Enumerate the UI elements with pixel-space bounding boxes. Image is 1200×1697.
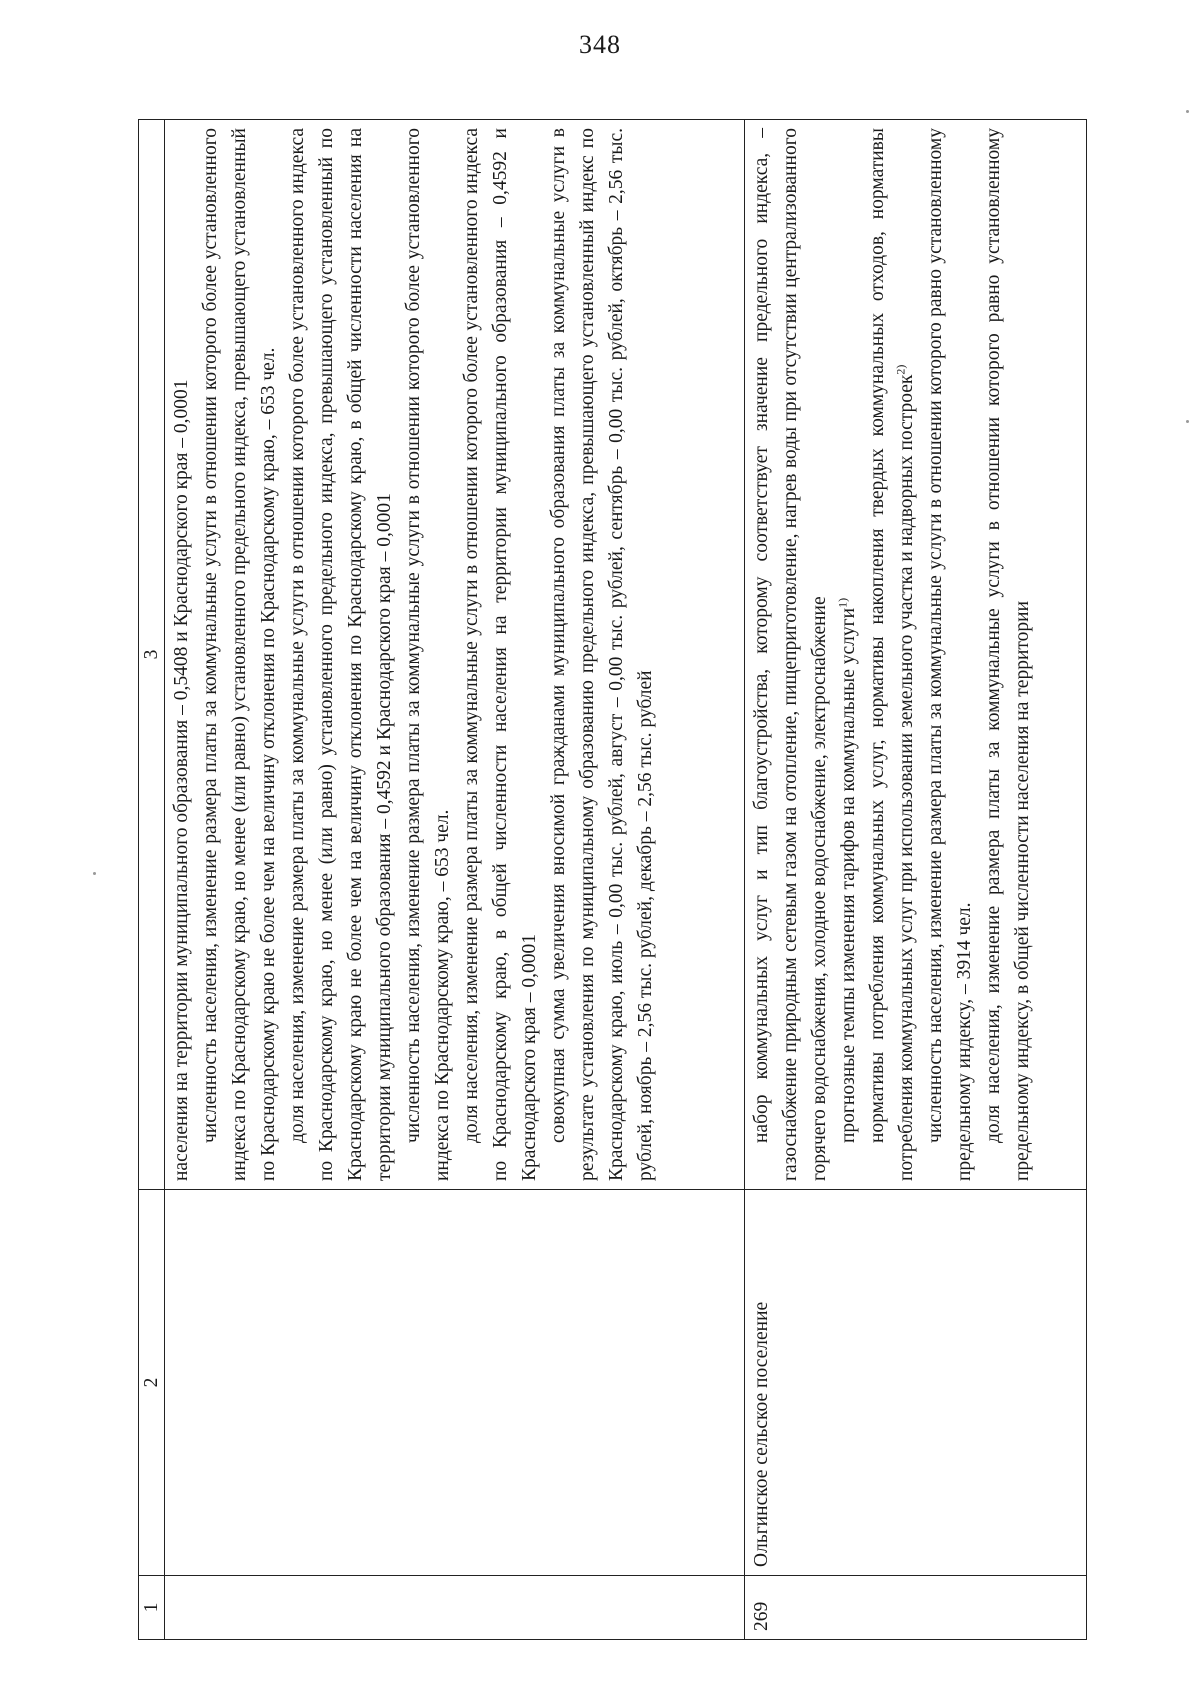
paragraph: набор коммунальных услуг и тип благоустройства, которому соответствует значение предельного индекса, – газоснабжение природным сетевым газом на отопление, пищеприготовление, нагрев воды при отсутствии централизованного горячего водоснабжения, холодное водоснабжение, электроснабжение [751, 128, 830, 1181]
page-number: 348 [579, 30, 621, 59]
paragraph-text: прогнозные темпы изменения тарифов на коммунальные услуги [838, 607, 859, 1143]
scan-speck [1186, 420, 1189, 423]
header-col-3: 3 [139, 120, 165, 1190]
table-row [745, 120, 1087, 1640]
paragraph: доля населения, изменение размера платы за коммунальные услуги в отношении которого равно установленному предельному индексу, в общей численности населения на территории [983, 128, 1033, 1181]
header-col-1: 1 [139, 1576, 165, 1640]
footnote-mark: 2) [893, 364, 908, 375]
paragraph: совокупная сумма увеличения вносимой гражданами муниципального образования платы за коммунальные услуги в результате установления по муниципальному образованию предельного индекса, превышающего установленный индекс по Краснодарскому краю, июль – 0,00 тыс. рублей, август – 0,00 тыс. рублей, сентябрь – 0,00 тыс. рублей, октябрь – 2,56 тыс. рублей, ноябрь – 2,56 тыс. рублей, декабрь – 2,56 тыс. рублей [548, 128, 656, 1181]
rotated-table-wrapper [138, 120, 1086, 1640]
row-content [745, 120, 1087, 1190]
paragraph: населения на территории муниципального образования – 0,5408 и Краснодарского края – 0,0001 [171, 379, 192, 1181]
footnote-mark: 1) [835, 597, 850, 608]
paragraph: численность населения, изменение размера платы за коммунальные услуги в отношении которого более установленного индекса по Краснодарскому краю, но менее (или равно) установленного предельного индекса, превышающего установленный по Краснодарскому краю не более чем на величину отклонения по Краснодарскому краю, – 653 чел. [200, 128, 279, 1181]
table-header-row [139, 120, 165, 1640]
paragraph: доля населения, изменение размера платы за коммунальные услуги в отношении которого более установленного индекса по Краснодарскому краю, но менее (или равно) установленного предельного индекса, превышающего установленный по Краснодарскому краю не более чем на величину отклонения по Краснодарскому краю, в общей численности населения на территории муниципального образования – 0,4592 и Краснодарского края – 0,0001 [287, 128, 395, 1181]
municipality-name [165, 1190, 745, 1576]
paragraph: численность населения, изменение размера платы за коммунальные услуги в отношении которого равно установленному предельному индексу, – 3914 чел. [925, 128, 975, 1181]
municipality-name: Ольгинское сельское поселение [745, 1190, 1087, 1576]
header-col-2: 2 [139, 1190, 165, 1576]
row-number [165, 1576, 745, 1640]
scan-speck [93, 872, 96, 875]
paragraph: численность населения, изменение размера платы за коммунальные услуги в отношении которого более установленного индекса по Краснодарскому краю, – 653 чел. [403, 128, 453, 1181]
row-content [165, 120, 745, 1190]
paragraph [834, 128, 863, 1181]
paragraph-text: нормативы потребления коммунальных услуг, нормативы накопления твердых коммунальных отходов, нормативы потребления коммунальных услуг при использовании земельного участка и надворных построек [867, 128, 917, 1181]
paragraph: доля населения, изменение размера платы за коммунальные услуги в отношении которого более установленного индекса по Краснодарскому краю, в общей численности населения на территории муниципального образования – 0,4592 и Краснодарского края – 0,0001 [461, 128, 540, 1181]
table-row [165, 120, 745, 1640]
paragraph [863, 128, 921, 1181]
data-table [138, 119, 1087, 1640]
row-number: 269 [745, 1576, 1087, 1640]
scan-speck [1186, 110, 1189, 113]
